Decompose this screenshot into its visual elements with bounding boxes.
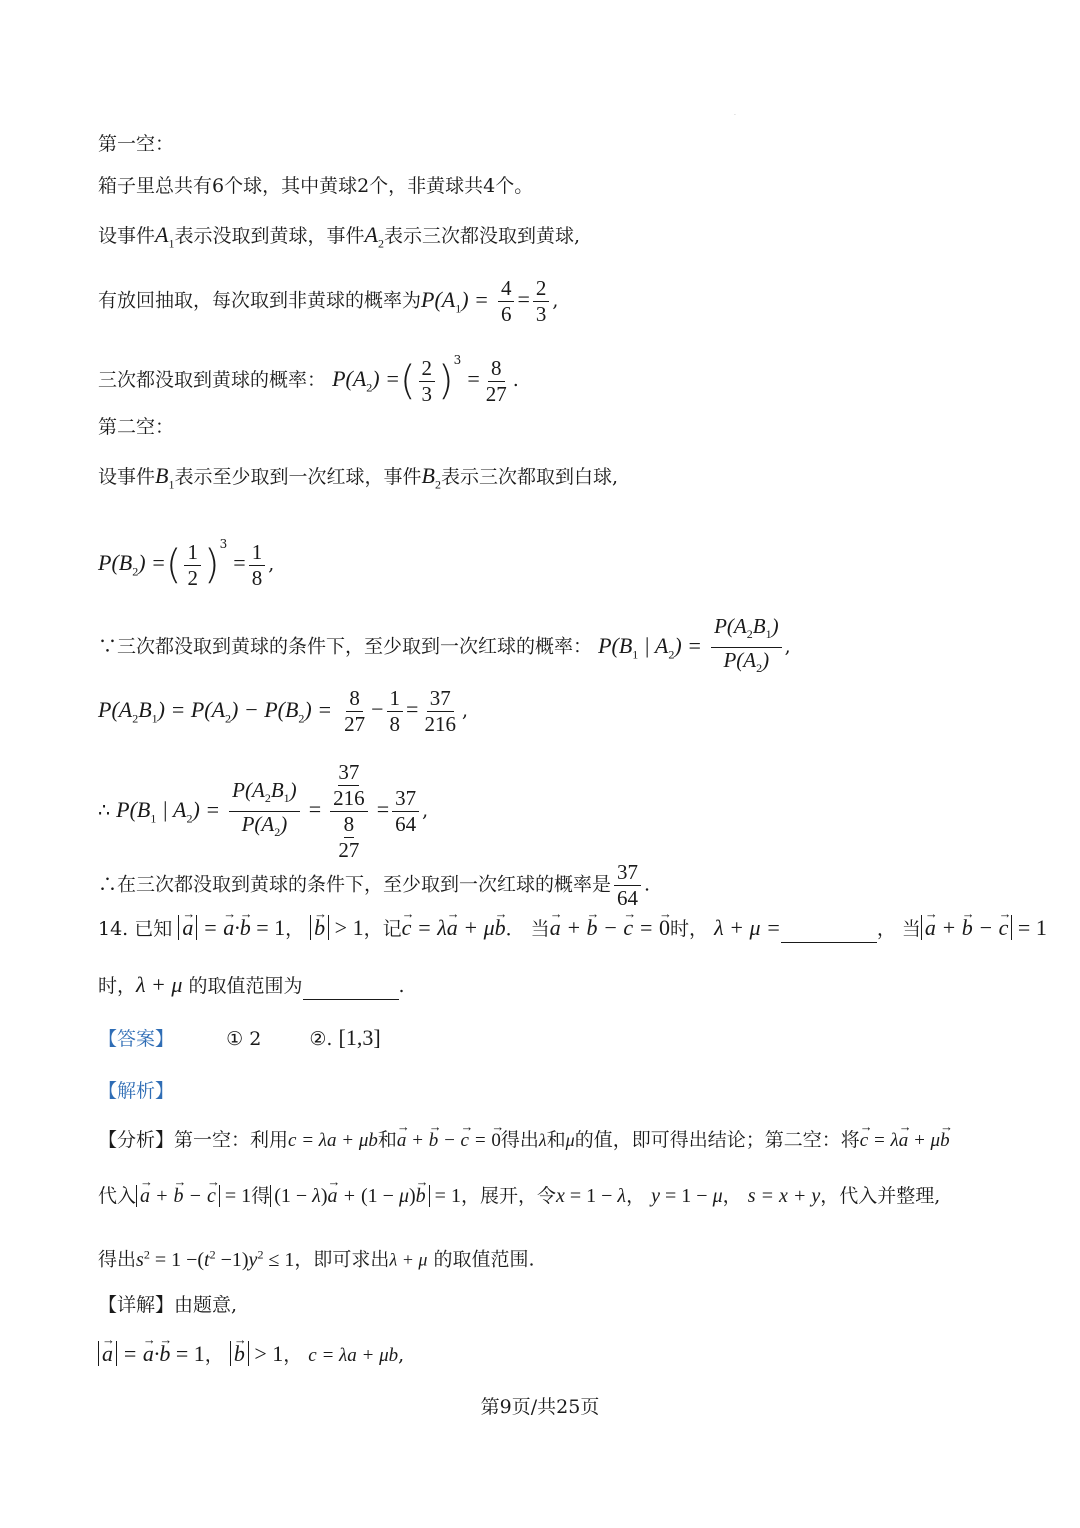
scan-speck: · (734, 112, 736, 119)
analysis-line1: 【分析】第一空：利用c = λa + μb和→ a + → b − → c = → 0得出λ和μ的值，即可得出结论；第二空：将→ c = λ→ a + μ→ b (98, 1126, 990, 1155)
draw-probability-line: 有放回抽取，每次取到非黄球的概率为$P(A_1)$ = $\frac{4}{6}$ = $\frac{2}{3}$ , (98, 276, 559, 326)
event-a-definition: 设事件$A_1$表示没取到黄球，事件$A_2$表示三次都没取到黄球, (98, 222, 580, 251)
detail-line1: → a = → a·→ b = 1， → b > 1， c = λa + μb, (98, 1340, 990, 1370)
conclusion-line: ∴在三次都没取到黄球的条件下，至少取到一次红球的概率是 $\frac{37}{64}$ . (98, 860, 651, 910)
question-14-line1: 14. 已知 → a = → a·→ b = 1， → b > 1，记→ c = λ→ a + μ→ b． 当→ a + → b − → c = → 0时， λ + μ = ， 当→ a + → b − → c = 1 (98, 914, 990, 943)
result-calculation-line: ∴ $P(B_1$ | $A_2$) = $\frac{P(A_2B_1)}{P(A_2)}$ = 37 216 8 27 = $\frac{37}{64}$ , (98, 760, 429, 862)
detail-heading-line: 【详解】由题意, (98, 1294, 238, 1316)
analysis-line3: 得出$s^2 = 1 -(t^2 -1)y^2 \le 1$，即可求出λ + μ 的取值范围. (98, 1247, 535, 1271)
analysis-line2: 代入→ a + → b − → c = 1得 (1 − λ)→ a + (1 − μ)→ b = 1，展开，令x = 1 − λ， y = 1 − μ， s = x + y，代入并整理, (98, 1182, 990, 1210)
answer-blank-1 (781, 942, 877, 943)
event-b-definition: 设事件$B_1$表示至少取到一次红球，事件$B_2$表示三次都取到白球, (98, 463, 618, 492)
blank1-heading: 第一空： (98, 133, 175, 155)
box-description: 箱子里总共有6个球，其中黄球2个，非黄球共4个。 (98, 175, 534, 197)
page-footer: 第9页/共25页 (480, 1396, 600, 1418)
answer-line: 【答案】 ① 2 ②. [1,3] (98, 1025, 381, 1050)
no-yellow-probability-line: 三次都没取到黄球的概率： $P(A_2)$ =( $\frac{2}{3}$ )$^3$ = $\frac{8}{27}$ . (98, 353, 519, 406)
joint-probability-line: $P(A_2B_1) = P(A_2) - P(B_2)$ = $\frac{8}{27}$ − $\frac{1}{8}$ = $\frac{37}{216}$ , (98, 686, 469, 736)
white-ball-probability-line: $P(B_2)$ =( $\frac{1}{2}$ )$^3$ = $\frac{1}{8}$ , (98, 537, 275, 590)
analysis-tag: 【解析】 (98, 1080, 175, 1102)
answer-blank-2 (303, 999, 399, 1000)
blank2-heading: 第二空： (98, 416, 175, 438)
conditional-probability-line: ∵三次都没取到黄球的条件下，至少取到一次红球的概率： $P(B_1$ | $A_2$) = $\frac{P(A_2B_1)}{P(A_2)}$ , (98, 614, 791, 676)
question-14-line2: 时，λ + μ 的取值范围为 . (98, 971, 990, 1000)
answer-tag: 【答案】 (98, 1028, 175, 1050)
